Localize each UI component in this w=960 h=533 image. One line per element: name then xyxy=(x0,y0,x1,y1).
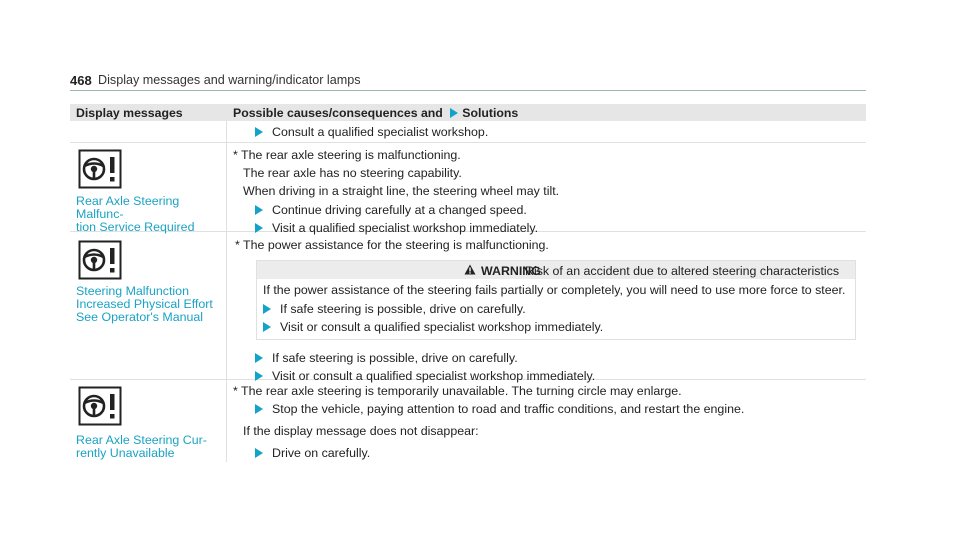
display-message: Rear Axle Steering Cur- rently Unavailable xyxy=(76,433,207,460)
arrow-icon xyxy=(255,353,263,363)
solution-step: If safe steering is possible, drive on carefully. xyxy=(255,351,518,365)
warning-triangle-icon xyxy=(464,264,476,275)
warning-header xyxy=(257,261,855,279)
message-cell xyxy=(70,143,227,234)
solution-step: Visit a qualified specialist workshop immediately. xyxy=(255,221,538,235)
warning-box xyxy=(256,260,856,340)
message-cell xyxy=(70,232,227,379)
header-divider xyxy=(70,90,866,91)
header-solutions: Solutions xyxy=(462,106,519,120)
arrow-icon xyxy=(255,127,263,137)
arrow-icon xyxy=(255,404,263,414)
arrow-icon xyxy=(263,322,271,332)
arrow-icon xyxy=(450,108,458,118)
table-row xyxy=(70,380,866,462)
table-row xyxy=(70,232,866,383)
steering-warning-icon xyxy=(78,240,122,280)
header-causes-solutions xyxy=(233,106,518,120)
display-message: Steering Malfunction Increased Physical Effort See Operator's Manual xyxy=(76,284,213,324)
cause-text: When driving in a straight line, the steering wheel may tilt. xyxy=(243,184,560,198)
page-number: 468 xyxy=(70,73,92,88)
steering-warning-icon xyxy=(78,149,122,189)
arrow-icon xyxy=(263,304,271,314)
header-display-messages: Display messages xyxy=(76,106,183,120)
steering-warning-icon xyxy=(78,386,122,426)
display-message: Rear Axle Steering Malfunc- tion Service Required xyxy=(76,194,195,234)
warning-label: WARNING xyxy=(481,264,541,278)
page-title: Display messages and warning/indicator lamps xyxy=(98,73,361,87)
solution-step: Stop the vehicle, paying attention to road and traffic conditions, and restart the engine. xyxy=(255,402,744,416)
solution-step: Consult a qualified specialist workshop. xyxy=(255,125,488,139)
arrow-icon xyxy=(255,205,263,215)
table-header xyxy=(70,104,866,121)
note-text: If the display message does not disappear: xyxy=(243,424,479,438)
warning-step: Visit or consult a qualified specialist workshop immediately. xyxy=(263,320,603,334)
cause-text: * The rear axle steering is malfunctioning. xyxy=(233,148,461,162)
display-messages-table xyxy=(70,104,866,462)
warning-text: If the power assistance of the steering fails partially or completely, you will need to use more force to steer. xyxy=(263,283,846,297)
warning-step: If safe steering is possible, drive on carefully. xyxy=(263,302,526,316)
page-header xyxy=(70,70,866,90)
message-cell xyxy=(70,380,227,462)
warning-title: Risk of an accident due to altered steering characteristics xyxy=(525,264,840,278)
solution-step: Drive on carefully. xyxy=(255,446,370,460)
cause-text: * The rear axle steering is temporarily unavailable. The turning circle may enlarge. xyxy=(233,384,682,398)
solution-step: Continue driving carefully at a changed speed. xyxy=(255,203,527,217)
table-row xyxy=(70,121,866,143)
table-row xyxy=(70,143,866,235)
message-cell xyxy=(70,121,227,142)
cause-text: * The power assistance for the steering is malfunctioning. xyxy=(235,238,549,252)
cause-text: The rear axle has no steering capability. xyxy=(243,166,462,180)
header-causes: Possible causes/consequences and xyxy=(233,106,443,120)
arrow-icon xyxy=(255,448,263,458)
solution-step: Visit or consult a qualified specialist workshop immediately. xyxy=(255,369,595,383)
